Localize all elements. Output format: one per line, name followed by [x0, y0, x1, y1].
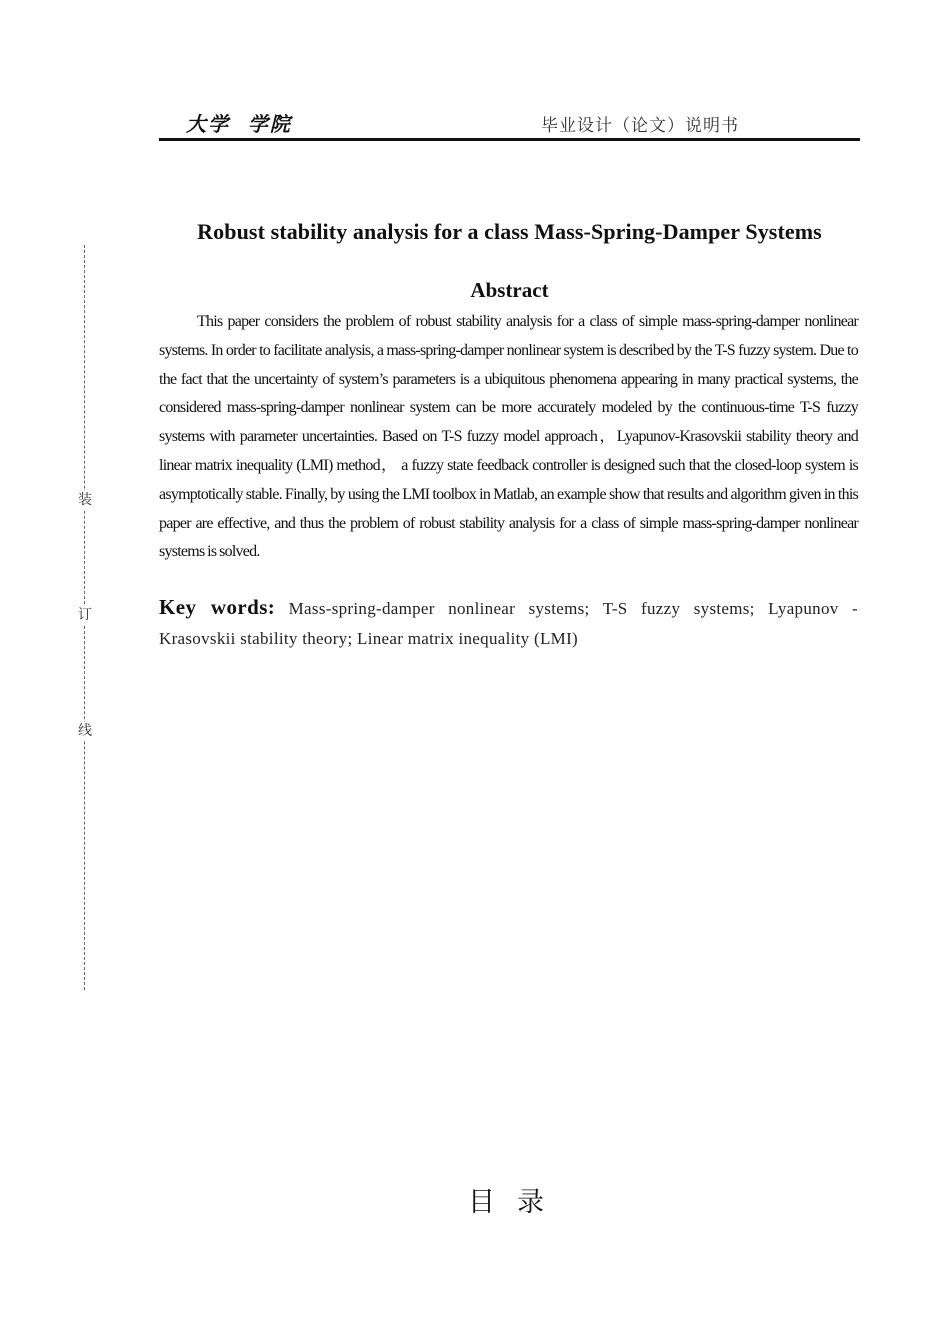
binding-char-ding: 订 — [74, 606, 96, 624]
keywords-label: Key words: — [159, 595, 276, 619]
binding-char-zhuang: 装 — [74, 491, 96, 509]
header-document-type: 毕业设计（论文）说明书 — [541, 116, 739, 136]
keywords-text: Mass-spring-damper nonlinear systems; T-S fuzzy systems; Lyapunov - Krasovskii stability theory; Linear matrix inequality (LMI) — [159, 599, 858, 648]
paper-title: Robust stability analysis for a class Mass-Spring-Damper Systems — [197, 219, 822, 244]
toc-title: 目录 — [468, 1187, 566, 1218]
abstract-heading: Abstract — [470, 278, 549, 302]
abstract-body: This paper considers the problem of robust stability analysis for a class of simple mass-spring-damper nonlinear systems. In order to facilitate analysis, a mass-spring-damper nonlinear system is described by the T-S fuzzy system. Due to the fact that the uncertainty of system’s parameters is a ubiquitous phenomena appearing in many practical systems, the considered mass-spring-damper nonlinear system can be more accurately modeled by the continuous-time T-S fuzzy systems with parameter uncertainties. Based on T-S fuzzy model approach，Lyapunov-Krasovskii stability theory and linear matrix inequality (LMI) method， a fuzzy state feedback controller is designed such that the closed-loop system is asymptotically stable. Finally, by using the LMI toolbox in Matlab, an example show that results and algorithm given in this paper are effective, and thus the problem of robust stability analysis for a class of simple mass-spring-damper nonlinear systems is solved. — [159, 313, 858, 561]
binding-char-xian: 线 — [74, 722, 96, 740]
header-rule — [159, 138, 860, 141]
binding-margin — [74, 245, 96, 990]
keywords-paragraph — [159, 592, 858, 654]
header-university-name: 大学 学院 — [186, 112, 292, 136]
